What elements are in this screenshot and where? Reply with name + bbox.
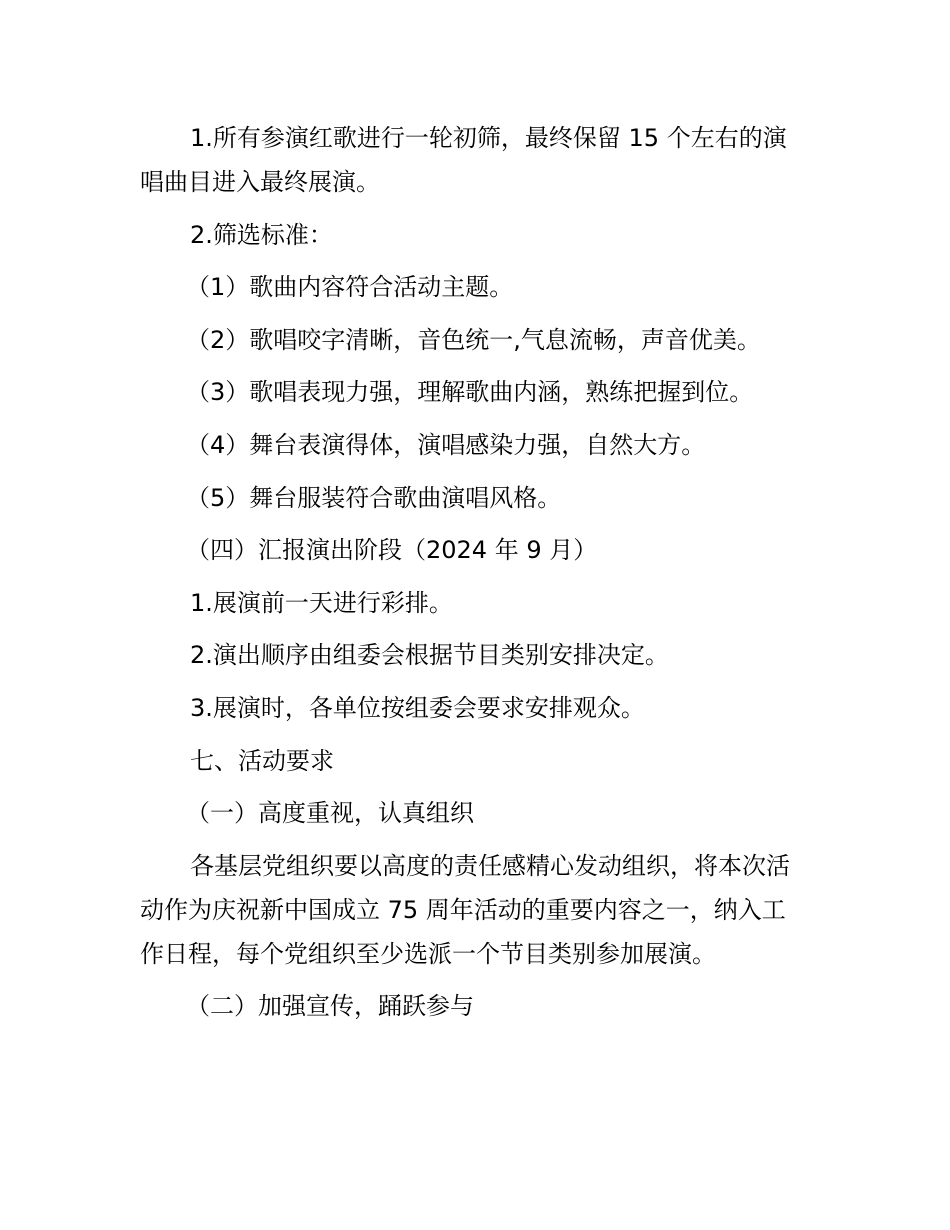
paragraph — [140, 686, 830, 730]
text-line: （四）汇报演出阶段（2024 年 9 月） — [186, 536, 598, 565]
document-page — [140, 116, 830, 1037]
text-line: （4）舞台表演得体，演唱感染力强，自然大方。 — [186, 430, 706, 459]
text-line: （一）高度重视，认真组织 — [186, 799, 474, 828]
paragraph — [140, 633, 830, 677]
text-line: 1.展演前一天进行彩排。 — [190, 588, 453, 617]
text-line: 各基层党组织要以高度的责任感精心发动组织，将本次活 — [190, 851, 790, 880]
paragraph-criteria-heading — [140, 213, 830, 257]
text-line: （5）舞台服装符合歌曲演唱风格。 — [186, 483, 562, 512]
section-heading — [140, 984, 830, 1028]
criteria-item — [140, 423, 830, 467]
text-line: 七、活动要求 — [190, 746, 334, 775]
criteria-item — [140, 318, 830, 362]
paragraph — [140, 844, 830, 976]
text-line: 作日程，每个党组织至少选派一个节目类别参加展演。 — [140, 939, 716, 968]
text-line: 3.展演时，各单位按组委会要求安排观众。 — [190, 693, 645, 722]
text-line: 1.所有参演红歌进行一轮初筛，最终保留 15 个左右的演 — [190, 124, 787, 152]
criteria-item — [140, 370, 830, 414]
text-line: 2.演出顺序由组委会根据节目类别安排决定。 — [190, 641, 669, 670]
text-line: 2.筛选标准： — [190, 220, 333, 249]
section-heading — [140, 528, 830, 572]
text-line: （3）歌唱表现力强，理解歌曲内涵，熟练把握到位。 — [186, 378, 754, 407]
text-line: （二）加强宣传，踊跃参与 — [186, 992, 474, 1021]
section-heading — [140, 791, 830, 835]
criteria-item — [140, 265, 830, 309]
text-line: （2）歌唱咬字清晰，音色统一,气息流畅，声音优美。 — [186, 325, 761, 354]
chapter-heading — [140, 739, 830, 783]
paragraph — [140, 581, 830, 625]
text-line: （1）歌曲内容符合活动主题。 — [186, 273, 514, 302]
paragraph-screening-rule — [140, 116, 830, 204]
text-line: 唱曲目进入最终展演。 — [140, 168, 380, 196]
criteria-item — [140, 476, 830, 520]
text-line: 动作为庆祝新中国成立 75 周年活动的重要内容之一，纳入工 — [140, 895, 786, 924]
